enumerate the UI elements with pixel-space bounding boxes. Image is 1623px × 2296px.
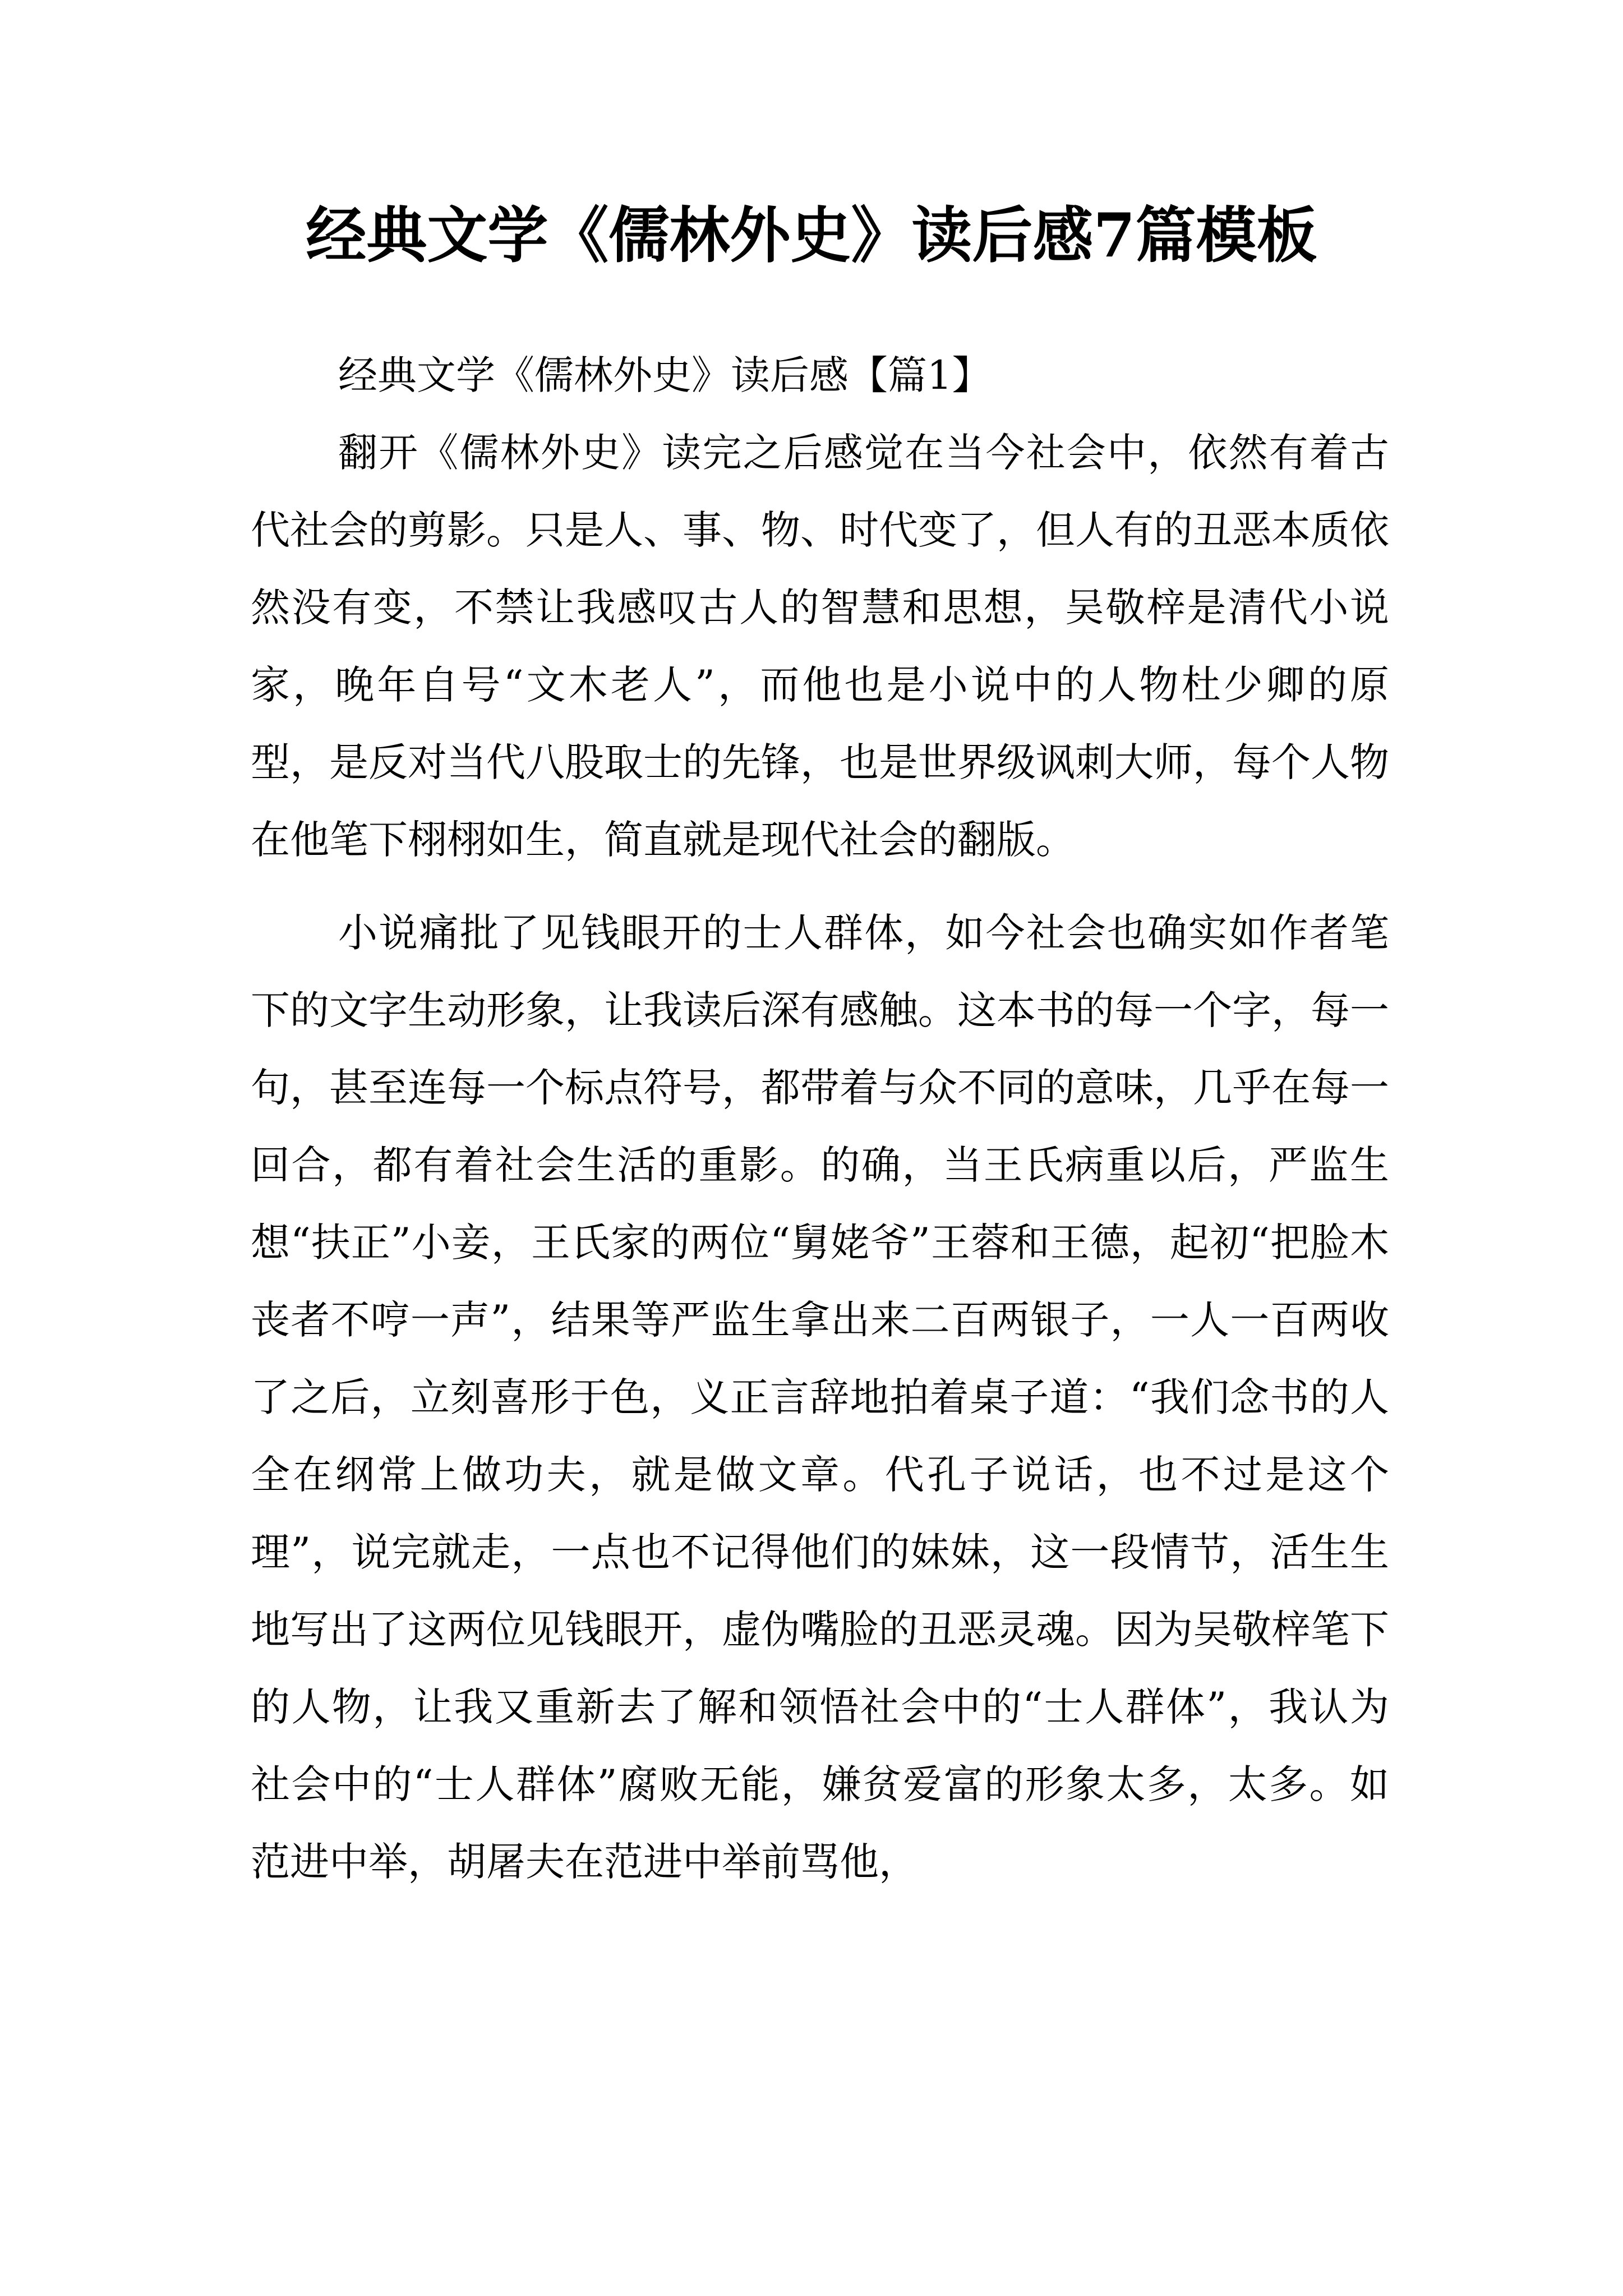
paragraph-1: 翻开《儒林外史》读完之后感觉在当今社会中，依然有着古代社会的剪影。只是人、事、物、时代变了，但人有的丑恶本质依然没有变，不禁让我感叹古人的智慧和思想，吴敬梓是清代小说家，晚年自号“文木老人”，而他也是小说中的人物杜少卿的原型，是反对当代八股取士的先锋，也是世界级讽刺大师，每个人物在他笔下栩栩如生，简直就是现代社会的翻版。 bbox=[251, 430, 1389, 863]
document-title: 经典文学《儒林外史》读后感7篇模板 bbox=[306, 200, 1317, 271]
section-heading: 经典文学《儒林外史》读后感【篇1】 bbox=[338, 352, 992, 398]
paragraph-2: 小说痛批了见钱眼开的士人群体，如今社会也确实如作者笔下的文字生动形象，让我读后深有感触。这本书的每一个字，每一句，甚至连每一个标点符号，都带着与众不同的意味，几乎在每一回合，都有着社会生活的重影。的确，当王氏病重以后，严监生想“扶正”小妾，王氏家的两位“舅姥爷”王蓉和王德，起初“把脸木丧者不哼一声”，结果等严监生拿出来二百两银子，一人一百两收了之后，立刻喜形于色，义正言辞地拍着桌子道：“我们念书的人全在纲常上做功夫，就是做文章。代孔子说话，也不过是这个理”，说完就走，一点也不记得他们的妹妹，这一段情节，活生生地写出了这两位见钱眼开，虚伪嘴脸的丑恶灵魂。因为吴敬梓笔下的人物，让我又重新去了解和领悟社会中的“士人群体”，我认为社会中的“士人群体”腐败无能，嫌贫爱富的形象太多，太多。如范进中举，胡屠夫在范进中举前骂他， bbox=[251, 910, 1389, 1885]
document-body bbox=[251, 337, 1389, 1916]
